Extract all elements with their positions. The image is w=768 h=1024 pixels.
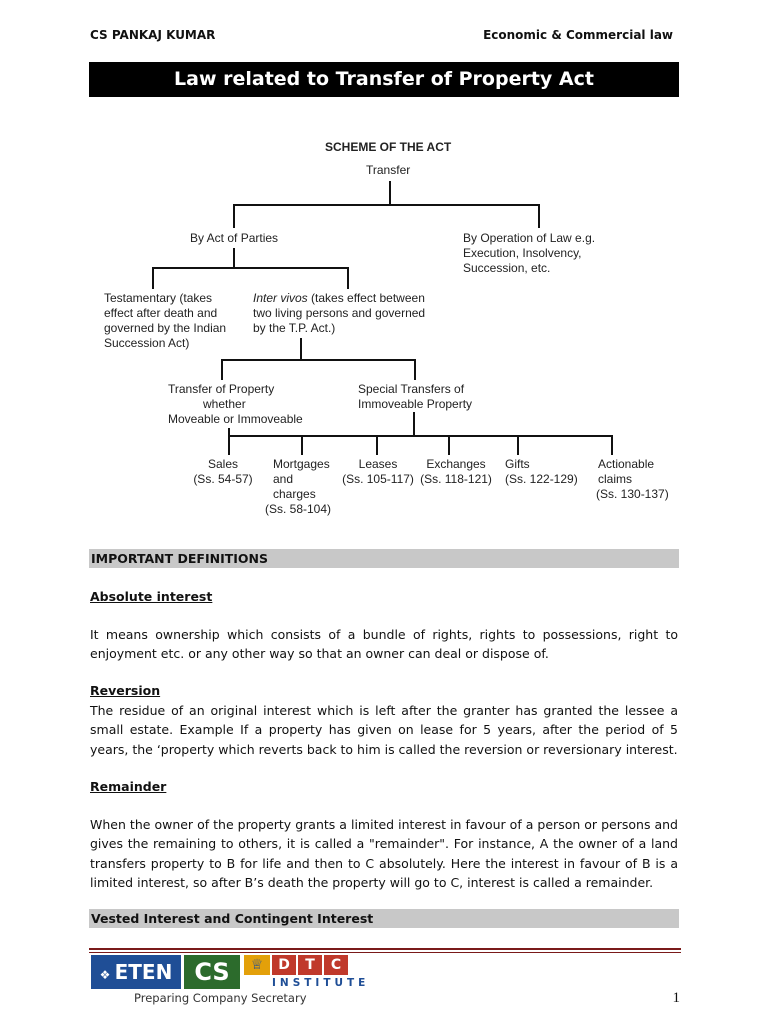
cs-logo: CS (184, 955, 240, 989)
node-by-operation: By Operation of Law e.g. Execution, Insolvency, Succession, etc. (463, 231, 596, 275)
connector (389, 181, 391, 204)
connector (413, 412, 415, 436)
connector (228, 435, 612, 437)
section-vested-contingent: Vested Interest and Contingent Interest (89, 909, 679, 928)
leaf-mortgages: Mortgages and charges (Ss. 58-104) (265, 457, 332, 516)
connector (376, 435, 378, 455)
heading-absolute-interest: Absolute interest (90, 589, 213, 604)
leaf-leases: Leases (Ss. 105-117) (342, 457, 414, 486)
connector (228, 435, 230, 455)
node-transfer-property: Transfer of Property whether Moveable or Immoveable (168, 382, 303, 426)
heading-reversion: Reversion (90, 683, 161, 698)
footer-divider (89, 952, 681, 953)
connector (611, 435, 613, 455)
paragraph-absolute-interest: It means ownership which consists of a bundle of rights, rights to possessions, right to enjoyment etc. or any other way so that an owner can deal or dispose of. (90, 627, 678, 662)
connector (448, 435, 450, 455)
scheme-diagram (0, 130, 768, 530)
dtc-mark-icon: ♕ (244, 955, 270, 975)
connector (233, 204, 235, 228)
node-transfer: Transfer (366, 163, 411, 177)
page-title: Law related to Transfer of Property Act (89, 62, 679, 97)
node-special-transfers: Special Transfers of Immoveable Property (358, 382, 473, 411)
connector (538, 204, 540, 228)
connector (347, 267, 349, 289)
footer-tagline: Preparing Company Secretary (134, 991, 307, 1005)
connector (301, 435, 303, 455)
dtc-letter: D (272, 955, 296, 975)
connector (233, 248, 235, 267)
dtc-letter: T (298, 955, 322, 975)
diagram-heading: SCHEME OF THE ACT (325, 140, 452, 154)
page-number: 1 (672, 990, 680, 1006)
node-inter-vivos: Inter vivos (takes effect between two living persons and governed by the T.P. Act.) (253, 291, 426, 335)
eten-logo: ❖ ETEN (91, 955, 181, 989)
connector (414, 359, 416, 380)
node-testamentary: Testamentary (takes effect after death and governed by the Indian Succession Act) (104, 291, 227, 350)
connector (152, 267, 348, 269)
node-by-act: By Act of Parties (190, 231, 279, 245)
header-author: CS PANKAJ KUMAR (90, 28, 216, 42)
connector (221, 359, 223, 380)
institute-label: INSTITUTE (272, 977, 370, 989)
connector (233, 204, 539, 206)
connector (517, 435, 519, 455)
heading-remainder: Remainder (90, 779, 167, 794)
paragraph-remainder: When the owner of the property grants a limited interest in favour of a person or persons and gives the remaining to others, it is called a "remainder". For instance, A the owner of a land transfers property to B for life and then to C absolutely. Here the interest in favour of B is a limited interest, so after B’s death the property will go to C, interest is called a remainder. (90, 817, 678, 890)
dtc-letter: C (324, 955, 348, 975)
section-important-definitions: IMPORTANT DEFINITIONS (89, 549, 679, 568)
connector (221, 359, 415, 361)
connector (300, 338, 302, 359)
connector (152, 267, 154, 289)
leaf-gifts: Gifts (Ss. 122-129) (505, 457, 578, 486)
leaf-exchanges: Exchanges (Ss. 118-121) (420, 457, 492, 486)
paragraph-reversion: The residue of an original interest which is left after the granter has granted the lessee a small estate. Example If a property has given on lease for 5 years, after the period of 5 years, the ‘property which reverts back to him is called the reversion or reversionary interest. (90, 703, 678, 757)
footer-divider (89, 948, 681, 950)
leaf-sales: Sales (Ss. 54-57) (193, 457, 253, 486)
leaf-actionable-claims: Actionable claims (Ss. 130-137) (596, 457, 669, 501)
header-subject: Economic & Commercial law (483, 28, 673, 42)
